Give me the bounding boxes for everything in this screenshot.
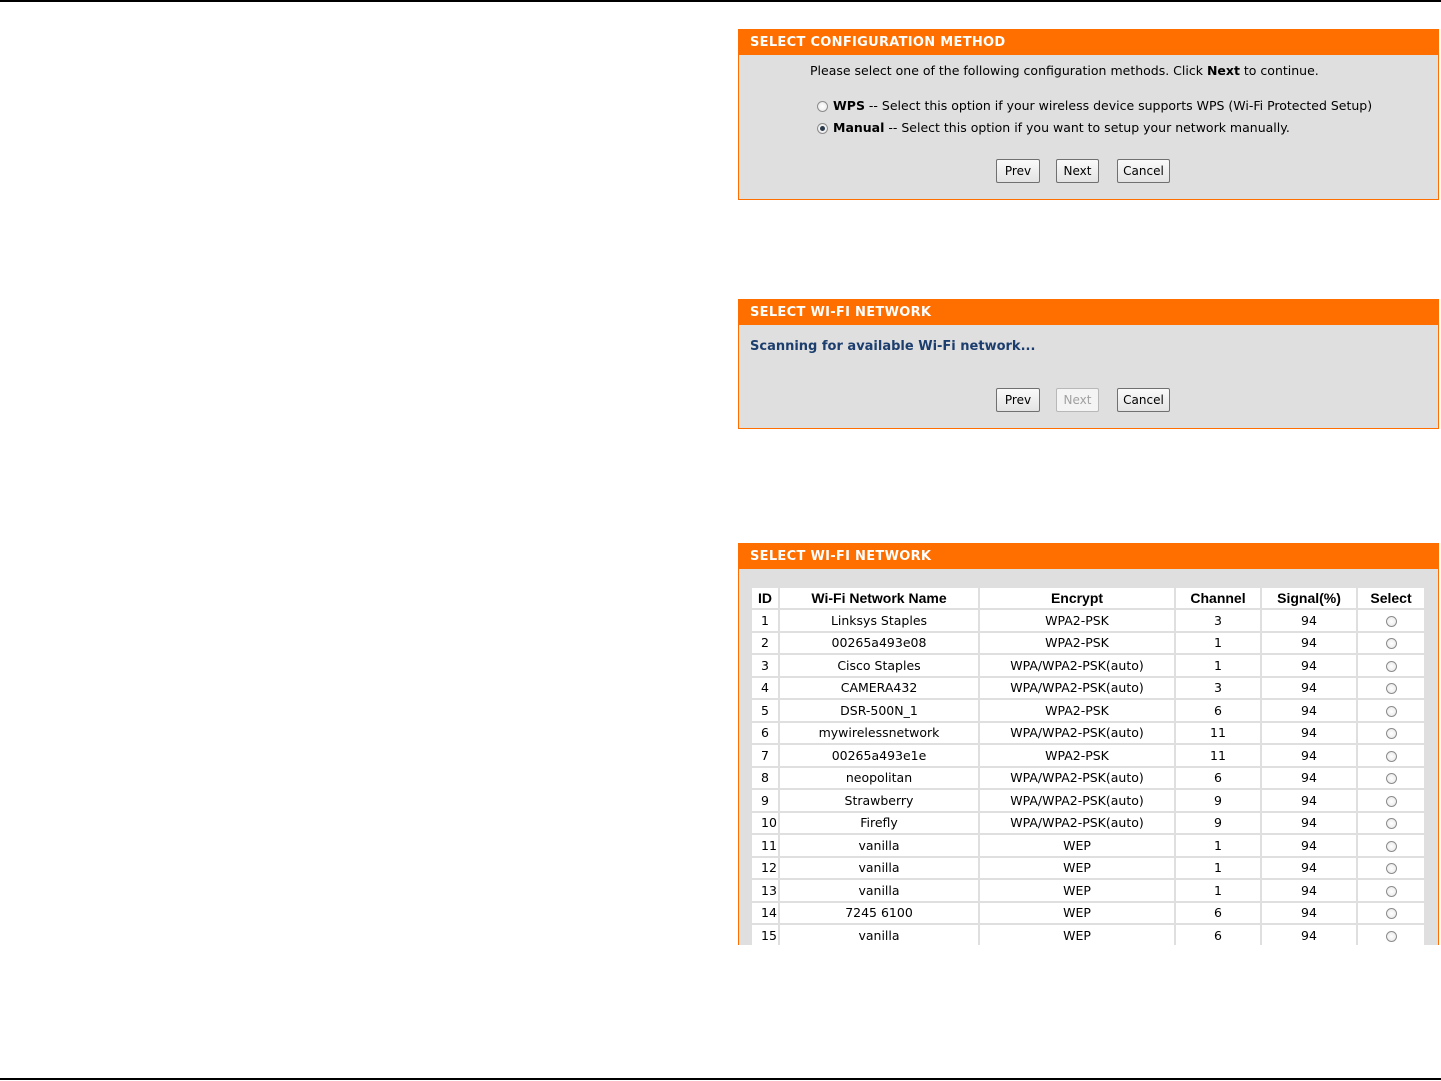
select-network-radio[interactable] <box>1386 908 1397 919</box>
table-row <box>752 880 1424 901</box>
scan-cancel-button[interactable]: Cancel <box>1117 388 1170 412</box>
cell-select <box>1358 813 1424 834</box>
cell-encrypt: WEP <box>980 903 1174 924</box>
cell-signal: 94 <box>1262 813 1356 834</box>
cell-signal: 94 <box>1262 655 1356 676</box>
cell-encrypt: WPA/WPA2-PSK(auto) <box>980 790 1174 811</box>
cell-network-name: 7245 6100 <box>780 903 978 924</box>
manual-option-label: Manual <box>833 120 885 135</box>
config-method-panel <box>738 29 1439 200</box>
cell-select <box>1358 835 1424 856</box>
cell-select <box>1358 633 1424 654</box>
cell-network-name: Linksys Staples <box>780 610 978 631</box>
select-network-radio[interactable] <box>1386 773 1397 784</box>
table-row <box>752 610 1424 631</box>
cell-channel: 3 <box>1176 610 1260 631</box>
cell-id: 5 <box>752 700 778 721</box>
select-network-radio[interactable] <box>1386 751 1397 762</box>
cell-encrypt: WPA/WPA2-PSK(auto) <box>980 768 1174 789</box>
col-header-name: Wi-Fi Network Name <box>780 588 978 608</box>
scan-next-button-disabled: Next <box>1056 388 1099 412</box>
scanning-panel <box>738 299 1439 429</box>
cell-encrypt: WEP <box>980 925 1174 945</box>
cell-signal: 94 <box>1262 633 1356 654</box>
cell-network-name: 00265a493e08 <box>780 633 978 654</box>
table-row <box>752 678 1424 699</box>
col-header-channel: Channel <box>1176 588 1260 608</box>
table-row <box>752 700 1424 721</box>
cell-network-name: vanilla <box>780 925 978 945</box>
config-method-intro: Please select one of the following configuration methods. Click Next to continue. <box>810 63 1319 78</box>
cell-signal: 94 <box>1262 858 1356 879</box>
cell-signal: 94 <box>1262 768 1356 789</box>
cell-select <box>1358 700 1424 721</box>
cell-id: 1 <box>752 610 778 631</box>
cell-channel: 1 <box>1176 655 1260 676</box>
select-network-radio[interactable] <box>1386 661 1397 672</box>
wps-option-desc: -- Select this option if your wireless device supports WPS (Wi-Fi Protected Setup) <box>864 98 1373 113</box>
table-row <box>752 745 1424 766</box>
cell-signal: 94 <box>1262 835 1356 856</box>
cell-id: 13 <box>752 880 778 901</box>
col-header-signal: Signal(%) <box>1262 588 1356 608</box>
cell-encrypt: WPA/WPA2-PSK(auto) <box>980 655 1174 676</box>
wps-option-label: WPS <box>833 98 865 113</box>
scanning-title: SELECT WI-FI NETWORK <box>739 300 1438 325</box>
table-row <box>752 813 1424 834</box>
table-row <box>752 723 1424 744</box>
col-header-encrypt: Encrypt <box>980 588 1174 608</box>
wps-radio[interactable] <box>817 101 828 112</box>
cell-select <box>1358 903 1424 924</box>
cell-channel: 1 <box>1176 880 1260 901</box>
table-row <box>752 858 1424 879</box>
select-network-radio[interactable] <box>1386 841 1397 852</box>
select-network-radio[interactable] <box>1386 818 1397 829</box>
select-network-radio[interactable] <box>1386 796 1397 807</box>
select-network-radio[interactable] <box>1386 706 1397 717</box>
bottom-rule <box>0 1078 1441 1080</box>
select-network-radio[interactable] <box>1386 931 1397 942</box>
cell-network-name: vanilla <box>780 835 978 856</box>
cell-id: 15 <box>752 925 778 945</box>
cell-signal: 94 <box>1262 723 1356 744</box>
cell-channel: 3 <box>1176 678 1260 699</box>
cell-network-name: Firefly <box>780 813 978 834</box>
cell-id: 11 <box>752 835 778 856</box>
cell-encrypt: WPA/WPA2-PSK(auto) <box>980 723 1174 744</box>
cancel-button[interactable]: Cancel <box>1117 159 1170 183</box>
cell-select <box>1358 880 1424 901</box>
cell-id: 2 <box>752 633 778 654</box>
cell-channel: 6 <box>1176 903 1260 924</box>
cell-network-name: DSR-500N_1 <box>780 700 978 721</box>
cell-signal: 94 <box>1262 678 1356 699</box>
scanning-message: Scanning for available Wi-Fi network... <box>750 339 1036 354</box>
cell-id: 3 <box>752 655 778 676</box>
cell-network-name: Strawberry <box>780 790 978 811</box>
intro-next-bold: Next <box>1206 63 1240 78</box>
cell-channel: 6 <box>1176 925 1260 945</box>
cell-id: 6 <box>752 723 778 744</box>
cell-network-name: Cisco Staples <box>780 655 978 676</box>
cell-channel: 11 <box>1176 723 1260 744</box>
cell-channel: 1 <box>1176 858 1260 879</box>
cell-id: 4 <box>752 678 778 699</box>
cell-select <box>1358 655 1424 676</box>
cell-encrypt: WPA2-PSK <box>980 745 1174 766</box>
config-method-title: SELECT CONFIGURATION METHOD <box>739 30 1438 55</box>
select-network-radio[interactable] <box>1386 638 1397 649</box>
cell-channel: 11 <box>1176 745 1260 766</box>
cell-signal: 94 <box>1262 700 1356 721</box>
table-header-row <box>752 588 1424 608</box>
cell-encrypt: WPA2-PSK <box>980 610 1174 631</box>
cell-select <box>1358 858 1424 879</box>
cell-select <box>1358 678 1424 699</box>
cell-select <box>1358 745 1424 766</box>
table-row <box>752 655 1424 676</box>
cell-channel: 6 <box>1176 768 1260 789</box>
select-network-radio[interactable] <box>1386 863 1397 874</box>
table-row <box>752 633 1424 654</box>
cell-signal: 94 <box>1262 790 1356 811</box>
cell-encrypt: WPA/WPA2-PSK(auto) <box>980 678 1174 699</box>
cell-network-name: vanilla <box>780 858 978 879</box>
cell-signal: 94 <box>1262 610 1356 631</box>
cell-id: 14 <box>752 903 778 924</box>
cell-id: 12 <box>752 858 778 879</box>
select-network-radio[interactable] <box>1386 683 1397 694</box>
cell-network-name: mywirelessnetwork <box>780 723 978 744</box>
cell-encrypt: WEP <box>980 880 1174 901</box>
network-table <box>750 586 1426 945</box>
cell-network-name: CAMERA432 <box>780 678 978 699</box>
cell-id: 9 <box>752 790 778 811</box>
cell-network-name: neopolitan <box>780 768 978 789</box>
table-row <box>752 903 1424 924</box>
top-rule <box>0 0 1441 2</box>
col-header-id: ID <box>752 588 778 608</box>
cell-select <box>1358 925 1424 945</box>
cell-id: 7 <box>752 745 778 766</box>
cell-id: 8 <box>752 768 778 789</box>
cell-encrypt: WEP <box>980 858 1174 879</box>
prev-button[interactable]: Prev <box>996 159 1040 183</box>
select-network-radio[interactable] <box>1386 728 1397 739</box>
cell-select <box>1358 610 1424 631</box>
cell-channel: 9 <box>1176 790 1260 811</box>
col-header-select: Select <box>1358 588 1424 608</box>
cell-select <box>1358 768 1424 789</box>
cell-signal: 94 <box>1262 745 1356 766</box>
cell-channel: 1 <box>1176 633 1260 654</box>
network-list-panel <box>738 543 1439 945</box>
cell-encrypt: WPA2-PSK <box>980 633 1174 654</box>
cell-signal: 94 <box>1262 903 1356 924</box>
cell-encrypt: WPA2-PSK <box>980 700 1174 721</box>
cell-channel: 6 <box>1176 700 1260 721</box>
select-network-radio[interactable] <box>1386 616 1397 627</box>
cell-id: 10 <box>752 813 778 834</box>
cell-select <box>1358 723 1424 744</box>
select-network-radio[interactable] <box>1386 886 1397 897</box>
cell-channel: 1 <box>1176 835 1260 856</box>
network-list-title: SELECT WI-FI NETWORK <box>739 544 1438 569</box>
cell-encrypt: WPA/WPA2-PSK(auto) <box>980 813 1174 834</box>
manual-radio[interactable] <box>817 123 828 134</box>
table-row <box>752 768 1424 789</box>
cell-network-name: 00265a493e1e <box>780 745 978 766</box>
scan-prev-button[interactable]: Prev <box>996 388 1040 412</box>
table-row <box>752 790 1424 811</box>
cell-network-name: vanilla <box>780 880 978 901</box>
manual-option-desc: -- Select this option if you want to setup your network manually. <box>884 120 1290 135</box>
next-button[interactable]: Next <box>1056 159 1099 183</box>
cell-signal: 94 <box>1262 925 1356 945</box>
table-row <box>752 925 1424 945</box>
cell-channel: 9 <box>1176 813 1260 834</box>
cell-select <box>1358 790 1424 811</box>
table-row <box>752 835 1424 856</box>
cell-encrypt: WEP <box>980 835 1174 856</box>
cell-signal: 94 <box>1262 880 1356 901</box>
